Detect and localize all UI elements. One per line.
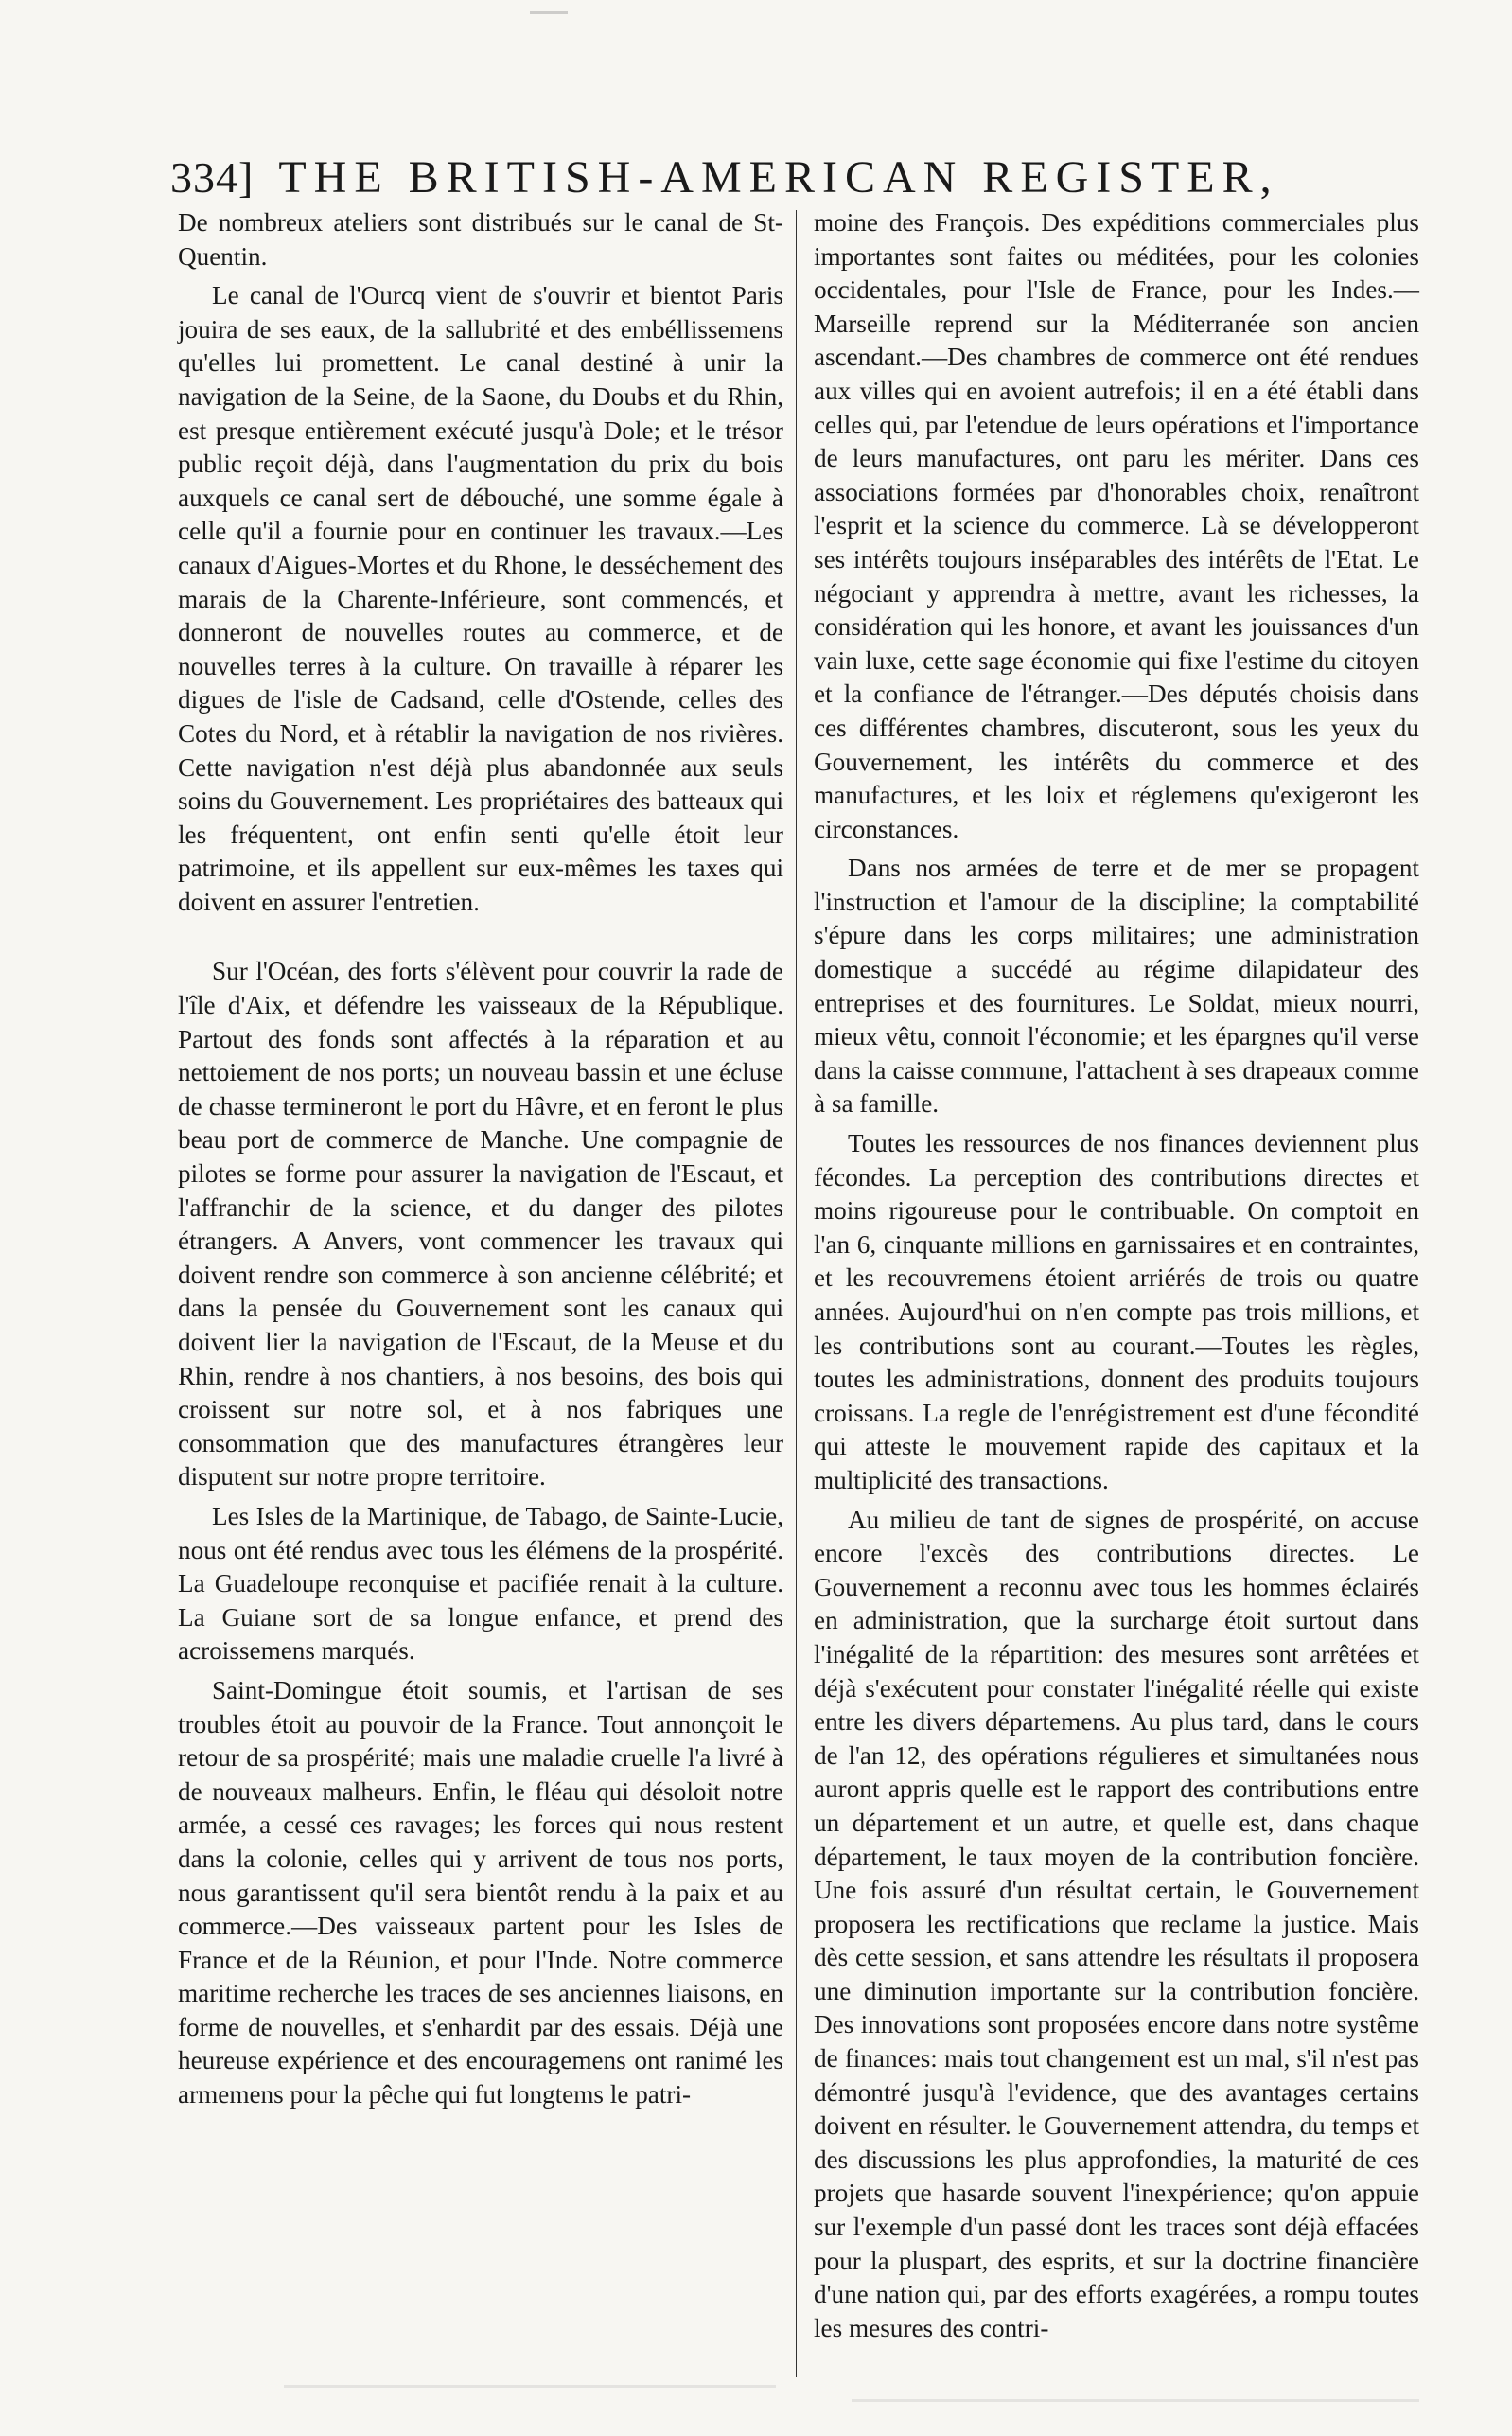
left-column: [178, 206, 783, 2118]
paragraph: Les Isles de la Martinique, de Tabago, de Sainte-Lucie, nous ont été rendus avec tous les élémens de la prospérité. La Guadeloupe reconquise et pacifiée renait à la culture. La Guiane sort de sa longue enfance, et prend des acroissemens marqués.: [178, 1501, 783, 1666]
scan-noise: [852, 2399, 1419, 2402]
paragraph: De nombreux ateliers sont distribués sur le canal de St- Quentin.: [178, 208, 783, 271]
right-column: [814, 206, 1419, 2351]
page-number: 334]: [170, 153, 255, 202]
paragraph: Le canal de l'Ourcq vient de s'ouvrir et bientot Paris jouira de ses eaux, de la sallubrité et des embéllissemens qu'elles lui promettent. Le canal destiné à unir la navigation de la Seine, de la Saone, du Doubs et du Rhin, est presque entièrement exécuté jusqu'à Dole; et le trésor public reçoit déjà, dans l'augmentation du prix du bois auxquels ce canal sert de débouché, une somme égale à celle qu'il a fournie pour en continuer les travaux.—Les canaux d'Aigues-Mortes et du Rhone, le desséchement des marais de la Charente-Inférieure, sont commencés, et donneront de nouvelles routes au commerce, et de nouvelles terres à la culture. On travaille à réparer les digues de l'isle de Cadsand, celle d'Ostende, celles des Cotes du Nord, et à rétablir la navigation de nos rivières. Cette navigation n'est déjà plus abandonnée aux seuls soins du Gouvernement. Les propriétaires des batteaux qui les fréquentent, ont enfin senti qu'elle étoit leur patrimoine, et ils appellent sur eux-mêmes les taxes qui doivent en assurer l'entretien.: [178, 281, 783, 916]
running-title: THE BRITISH-AMERICAN REGISTER,: [278, 152, 1279, 203]
scan-noise: [530, 11, 568, 14]
paragraph: Dans nos armées de terre et de mer se propagent l'instruction et l'amour de la discipline; la comptabilité s'épure dans les corps militaires; une administration domestique a succédé au régime dilapidateur des entreprises et des fournitures. Le Soldat, mieux nourri, mieux vêtu, connoit l'économie; et les épargnes qu'il verse dans la caisse commune, l'attachent à ses drapeaux comme à sa famille.: [814, 854, 1419, 1119]
column-divider: [796, 210, 797, 2377]
paragraph: moine des François. Des expéditions commerciales plus importantes sont faites ou méditées, pour les colonies occidentales, pour l'Isle de France, pour les Indes.—Marseille reprend sur la Méditerranée son ancien ascendant.—Des chambres de commerce ont été rendues aux villes qui en avoient autrefois; il en a été établi dans celles qui, par l'etendue de leurs opérations et l'importance de leurs manufactures, ont paru les mériter. Dans ces associations formées par d'honorables choix, renaîtront l'esprit et la science du commerce. Là se développeront ses intérêts toujours inséparables des intérêts de l'Etat. Le négociant y apprendra à mettre, avant les richesses, la considération qui les honore, et avant les jouissances d'un vain luxe, cette sage économie qui fixe l'estime du citoyen et la confiance de l'étranger.—Des députés choisis dans ces différentes chambres, discuteront, sous les yeux du Gouvernement, les intérêts du commerce et des manufactures, et les loix et réglemens qu'exigeront les circonstances.: [814, 208, 1419, 843]
paragraph: Saint-Domingue étoit soumis, et l'artisan de ses troubles étoit au pouvoir de la France. Tout annonçoit le retour de sa prospérité; mais une maladie cruelle l'a livré à de nouveaux malheurs. Enfin, le fléau qui désoloit notre armée, a cessé ces ravages; les forces qui nous restent dans la colonie, celles qui y arrivent de tous nos ports, nous garantissent qu'il sera bientôt rendu à la paix et au commerce.—Des vaisseaux partent pour les Isles de France et de la Réunion, et pour l'Inde. Notre commerce maritime recherche les traces de ses anciennes liaisons, en forme de nouvelles, et s'enhardit par des essais. Déjà une heureuse expérience et des encouragemens ont ranimé les armemens pour la pêche qui fut longtems le patri-: [178, 1675, 783, 2109]
scan-noise: [284, 2385, 776, 2388]
paragraph: Sur l'Océan, des forts s'élèvent pour couvrir la rade de l'île d'Aix, et défendre les vaisseaux de la République. Partout des fonds sont affectés à la réparation et au nettoiement de nos ports; un nouveau bassin et une écluse de chasse termineront le port du Hâvre, et en feront le plus beau port de commerce de Manche. Une compagnie de pilotes se forme pour assurer la navigation de l'Escaut, et l'affranchir de la science, et du danger des pilotes étrangers. A Anvers, vont commencer les travaux qui doivent rendre son commerce à son ancienne célébrité; et dans la pensée du Gouvernement sont les canaux qui doivent lier la navigation de l'Escaut, de la Meuse et du Rhin, rendre à nos chantiers, à nos besoins, des bois qui croissent sur notre sol, et à nos fabriques une consommation que des manufactures étrangères leur disputent sur notre propre territoire.: [178, 957, 783, 1492]
paragraph: Au milieu de tant de signes de prospérité, on accuse encore l'excès des contributions directes. Le Gouvernement a reconnu avec tous les hommes éclairés en administration, que la surcharge étoit surtout dans l'inégalité de la répartition: des mesures sont arrêtées et déjà s'exécutent pour constater l'inégalité réelle qui existe entre les divers départemens. Au plus tard, dans le cours de l'an 12, des opérations régulieres et simultanées nous auront appris quelle est le rapport des contributions entre un département et un autre, et quelle est, dans chaque département, le taux moyen de la contribution foncière. Une fois assuré d'un résultat certain, le Gouvernement proposera les rectifications que reclame la justice. Mais dès cette session, et sans attendre les résultats il proposera une diminution importante sur la contribution foncière. Des innovations sont proposées encore dans notre systême de finances: mais tout changement est un mal, s'il n'est pas démontré jusqu'à l'evidence, que des avantages certains doivent en résulter. le Gouvernement attendra, du temps et des discussions les plus approfondies, la maturité de ces projets que hasarde souvent l'inexpérience; qu'on appuie sur l'exemple d'un passé dont les traces sont déjà effacées pour la pluspart, des esprits, et sur la doctrine financière d'une nation qui, par des efforts exagérées, a rompu toutes les mesures des contri-: [814, 1505, 1419, 2342]
paragraph: Toutes les ressources de nos finances deviennent plus fécondes. La perception des contributions directes et moins rigoureuse pour le contribuable. On comptoit en l'an 6, cinquante millions en garnissaires et en contraintes, et les recouvremens étoient arriérés de trois ou quatre années. Aujourd'hui on n'en compte pas trois millions, et les contributions sont au courant.—Toutes les règles, toutes les administrations, donnent des produits toujours croissans. La regle de l'enrégistrement est d'une fécondité qui atteste le mouvement rapide des capitaux et la multiplicité des transactions.: [814, 1129, 1419, 1494]
